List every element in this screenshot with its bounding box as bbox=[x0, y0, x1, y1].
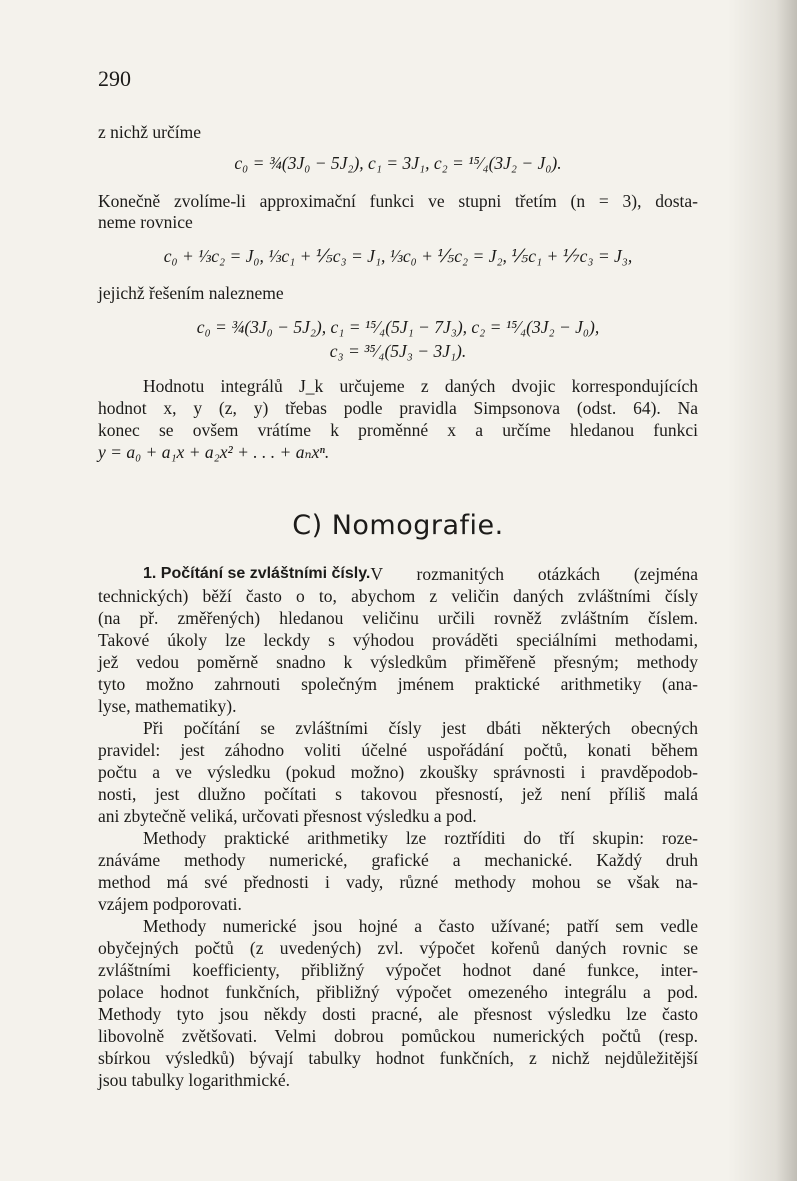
equation-1: c₀ = ¾(3J₀ − 5J₂), c₁ = 3J₁, c₂ = ¹⁵⁄₄(3J₂ − J₀). bbox=[234, 153, 562, 173]
text-line: znáváme methody numerické, grafické a mechanické. Každý druh bbox=[98, 850, 698, 870]
text-line: z nichž určíme bbox=[98, 122, 202, 142]
text-line: method má své přednosti i vady, různé methody mohou se však na- bbox=[98, 872, 698, 892]
text-line: lyse, mathematiky). bbox=[98, 696, 237, 716]
equation-3b: c₃ = ³⁵⁄₄(5J₃ − 3J₁). bbox=[329, 341, 467, 361]
text-line: konec se ovšem vrátíme k proměnné x a určíme hledanou funkci bbox=[98, 420, 698, 440]
text-line: jež vedou poměrně snadno k výsledkům přiměřeně přesným; methody bbox=[98, 652, 698, 672]
text-line: Konečně zvolíme-li approximační funkci ve stupni třetím (n = 3), dosta- bbox=[98, 191, 698, 211]
text-line: sbírkou výsledků) bývají tabulky hodnot funkčních, z nichž nejdůležitější bbox=[98, 1048, 698, 1068]
text-line: Při počítání se zvláštními čísly jest dbáti některých obecných bbox=[143, 718, 698, 738]
equation-3a: c₀ = ¾(3J₀ − 5J₂), c₁ = ¹⁵⁄₄(5J₁ − 7J₃), c₂ = ¹⁵⁄₄(3J₂ − J₀), bbox=[196, 317, 600, 337]
text-line: (na př. změřených) hledanou veličinu určili rovněž zvláštním číslem. bbox=[98, 608, 698, 628]
page-number: 290 bbox=[98, 66, 131, 91]
text-line: pravidel: jest záhodno voliti účelné uspořádání počtů, konati během bbox=[98, 740, 698, 760]
scan-shadow-edge bbox=[727, 0, 797, 1181]
text-line: jejichž řešením nalezneme bbox=[98, 283, 284, 303]
text-line: hodnot x, y (z, y) třebas podle pravidla Simpsonova (odst. 64). Na bbox=[98, 398, 698, 418]
text-line: y = a₀ + a₁x + a₂x² + . . . + aₙxⁿ. bbox=[98, 442, 330, 462]
text-line: neme rovnice bbox=[98, 212, 193, 232]
text-line: jsou tabulky logarithmické. bbox=[98, 1070, 290, 1090]
text-line: technických) běží často o to, abychom z veličin daných zvláštními čísly bbox=[98, 586, 698, 606]
section-title: C) Nomografie. bbox=[292, 510, 504, 541]
equation-2: c₀ + ⅓c₂ = J₀, ⅓c₁ + ⅕c₃ = J₁, ⅓c₀ + ⅕c₂ = J₂, ⅕c₁ + ⅐c₃ = J₃, bbox=[163, 246, 633, 266]
text-line: zvláštními koefficienty, přibližný výpočet hodnot dané funkce, inter- bbox=[98, 960, 698, 980]
text-line: V rozmanitých otázkách (zejména bbox=[370, 564, 698, 584]
text-line: Takové úkoly lze leckdy s výhodou prováděti speciálními methodami, bbox=[98, 630, 698, 650]
text-line: Methody numerické jsou hojné a často užívané; patří sem vedle bbox=[143, 916, 698, 936]
text-line: Methody praktické arithmetiky lze roztříditi do tří skupin: roze- bbox=[143, 828, 698, 848]
text-line: ani zbytečně veliká, určovati přesnost výsledku a pod. bbox=[98, 806, 477, 826]
text-line: Hodnotu integrálů J_k určujeme z daných dvojic korrespondujících bbox=[143, 376, 698, 396]
text-line: vzájem podporovati. bbox=[98, 894, 242, 914]
paragraph-1-first-line bbox=[143, 563, 698, 585]
text-line: tyto možno zahrnouti společným jménem praktické arithmetiky (ana- bbox=[98, 674, 698, 694]
text-line: nosti, jest dlužno počítati s takovou přesností, jež není příliš malá bbox=[98, 784, 698, 804]
text-line: obyčejných počtů (z uvedených) zvl. výpočet kořenů daných rovnic se bbox=[98, 938, 698, 958]
text-line: polace hodnot funkčních, přibližný výpočet omezeného integrálu a pod. bbox=[98, 982, 698, 1002]
text-line: Methody tyto jsou někdy dosti pracné, ale přesnost výsledku lze často bbox=[98, 1004, 698, 1024]
text-line: počtu a ve výsledku (pokud možno) zkoušky správnosti i pravděpodob- bbox=[98, 762, 698, 782]
text-line: libovolně zvětšovati. Velmi dobrou pomůckou numerických počtů (resp. bbox=[98, 1026, 698, 1046]
subheading: 1. Počítání se zvláštními čísly. bbox=[143, 565, 371, 582]
